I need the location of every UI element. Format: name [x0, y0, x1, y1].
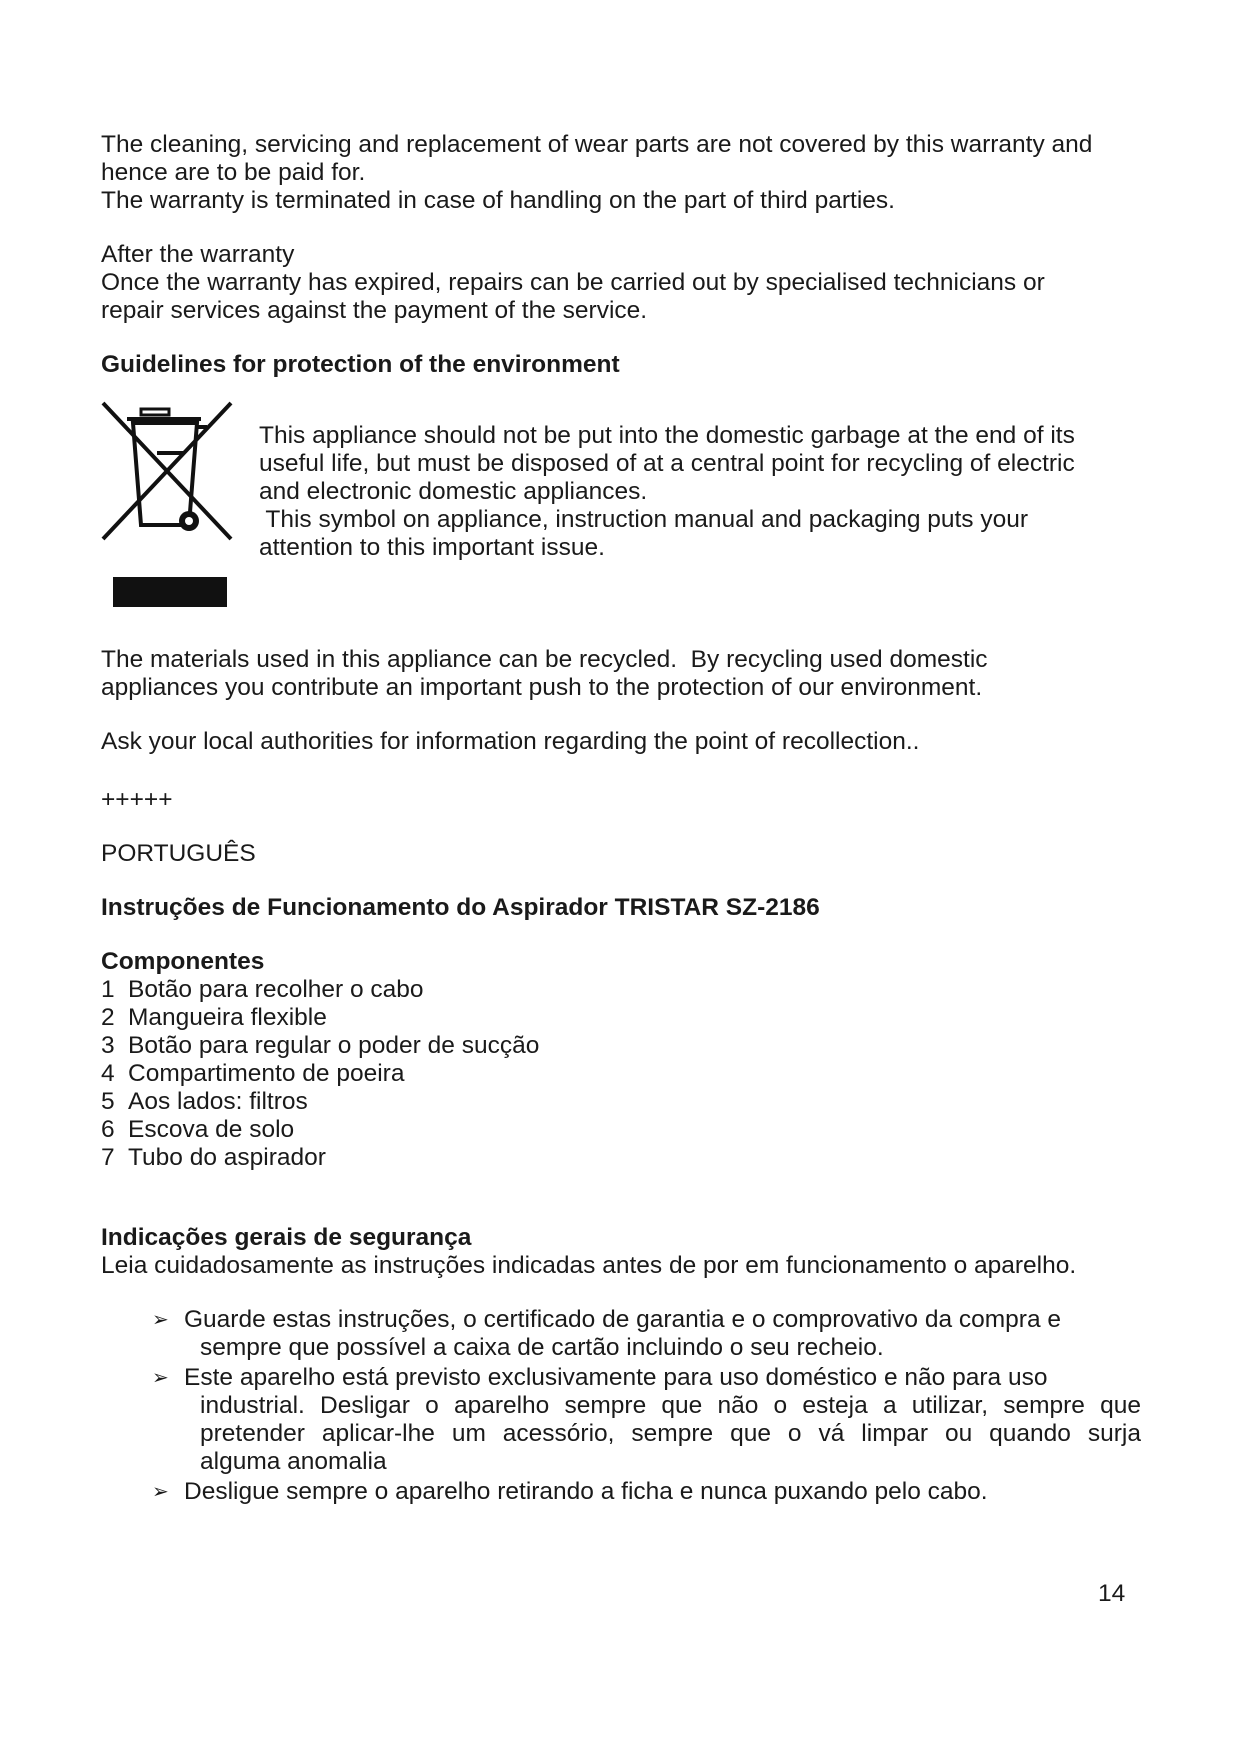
crossed-out-wheelie-bin-icon — [101, 401, 235, 610]
environment-text-line: useful life, but must be disposed of at a central point for recycling of electric — [259, 450, 1075, 477]
arrow-bullet-icon: ➢ — [152, 1367, 169, 1389]
list-item — [152, 1306, 1141, 1362]
arrow-bullet-icon: ➢ — [152, 1309, 169, 1331]
component-number: 7 — [101, 1144, 115, 1171]
list-item — [101, 1060, 1141, 1088]
list-item — [101, 1032, 1141, 1060]
bullet-text: pretender aplicar-lhe um acessório, sempre que o vá limpar ou quando surja — [200, 1420, 1141, 1447]
environment-text-line: This symbol on appliance, instruction manual and packaging puts your — [259, 506, 1029, 533]
environment-text — [259, 422, 1139, 562]
after-warranty-line-1: Once the warranty has expired, repairs can be carried out by specialised technicians or — [101, 269, 1045, 296]
section-separator: +++++ — [101, 786, 173, 813]
environment-block — [101, 401, 1141, 646]
list-item — [101, 1144, 1141, 1172]
component-number: 2 — [101, 1004, 115, 1031]
bullet-text: sempre que possível a caixa de cartão incluindo o seu recheio. — [200, 1334, 884, 1361]
ask-authorities-line: Ask your local authorities for information regarding the point of recollection.. — [101, 728, 920, 755]
components-list — [101, 976, 1141, 1172]
after-warranty-line-2: repair services against the payment of the service. — [101, 297, 648, 324]
list-item — [101, 1088, 1141, 1116]
list-item — [152, 1364, 1141, 1476]
recycle-line-1: The materials used in this appliance can be recycled. By recycling used domestic — [101, 646, 988, 673]
manual-title: Instruções de Funcionamento do Aspirador TRISTAR SZ-2186 — [101, 894, 820, 921]
component-number: 6 — [101, 1116, 115, 1143]
arrow-bullet-icon: ➢ — [152, 1481, 169, 1503]
bullet-text: Guarde estas instruções, o certificado de garantia e o comprovativo da compra e — [184, 1306, 1062, 1333]
list-item — [101, 1004, 1141, 1032]
component-number: 5 — [101, 1088, 115, 1115]
component-number: 3 — [101, 1032, 115, 1059]
safety-bullet-list — [101, 1306, 1141, 1506]
component-number: 1 — [101, 976, 115, 1003]
component-number: 4 — [101, 1060, 115, 1087]
list-item — [152, 1478, 1141, 1506]
recycle-line-2: appliances you contribute an important push to the protection of our environment. — [101, 674, 983, 701]
component-label: Mangueira flexible — [128, 1004, 327, 1031]
warranty-line-1: The cleaning, servicing and replacement of wear parts are not covered by this warranty and — [101, 131, 1093, 158]
safety-intro: Leia cuidadosamente as instruções indicadas antes de por em funcionamento o aparelho. — [101, 1252, 1077, 1279]
bullet-text: Este aparelho está previsto exclusivamente para uso doméstico e não para uso — [184, 1364, 1048, 1391]
component-label: Compartimento de poeira — [128, 1060, 405, 1087]
environment-text-line: This appliance should not be put into the domestic garbage at the end of its — [259, 422, 1075, 449]
list-item — [101, 976, 1141, 1004]
list-item — [101, 1116, 1141, 1144]
environment-text-line: and electronic domestic appliances. — [259, 478, 648, 505]
warranty-line-3: The warranty is terminated in case of handling on the part of third parties. — [101, 187, 895, 214]
document-page — [101, 131, 1141, 1508]
bullet-text: industrial. Desligar o aparelho sempre que não o esteja a utilizar, sempre que — [200, 1392, 1141, 1419]
environment-text-line: attention to this important issue. — [259, 534, 605, 561]
bullet-text: alguma anomalia — [200, 1448, 387, 1475]
bullet-text: Desligue sempre o aparelho retirando a ficha e nunca puxando pelo cabo. — [184, 1478, 988, 1505]
language-heading: PORTUGUÊS — [101, 840, 256, 867]
after-warranty-heading: After the warranty — [101, 241, 295, 268]
environment-heading: Guidelines for protection of the environment — [101, 351, 620, 378]
component-label: Botão para recolher o cabo — [128, 976, 424, 1003]
warranty-line-2: hence are to be paid for. — [101, 159, 366, 186]
component-label: Aos lados: filtros — [128, 1088, 308, 1115]
component-label: Tubo do aspirador — [128, 1144, 326, 1171]
component-label: Escova de solo — [128, 1116, 295, 1143]
components-heading: Componentes — [101, 948, 265, 975]
component-label: Botão para regular o poder de sucção — [128, 1032, 540, 1059]
page-number: 14 — [1098, 1580, 1126, 1607]
safety-heading: Indicações gerais de segurança — [101, 1224, 472, 1251]
